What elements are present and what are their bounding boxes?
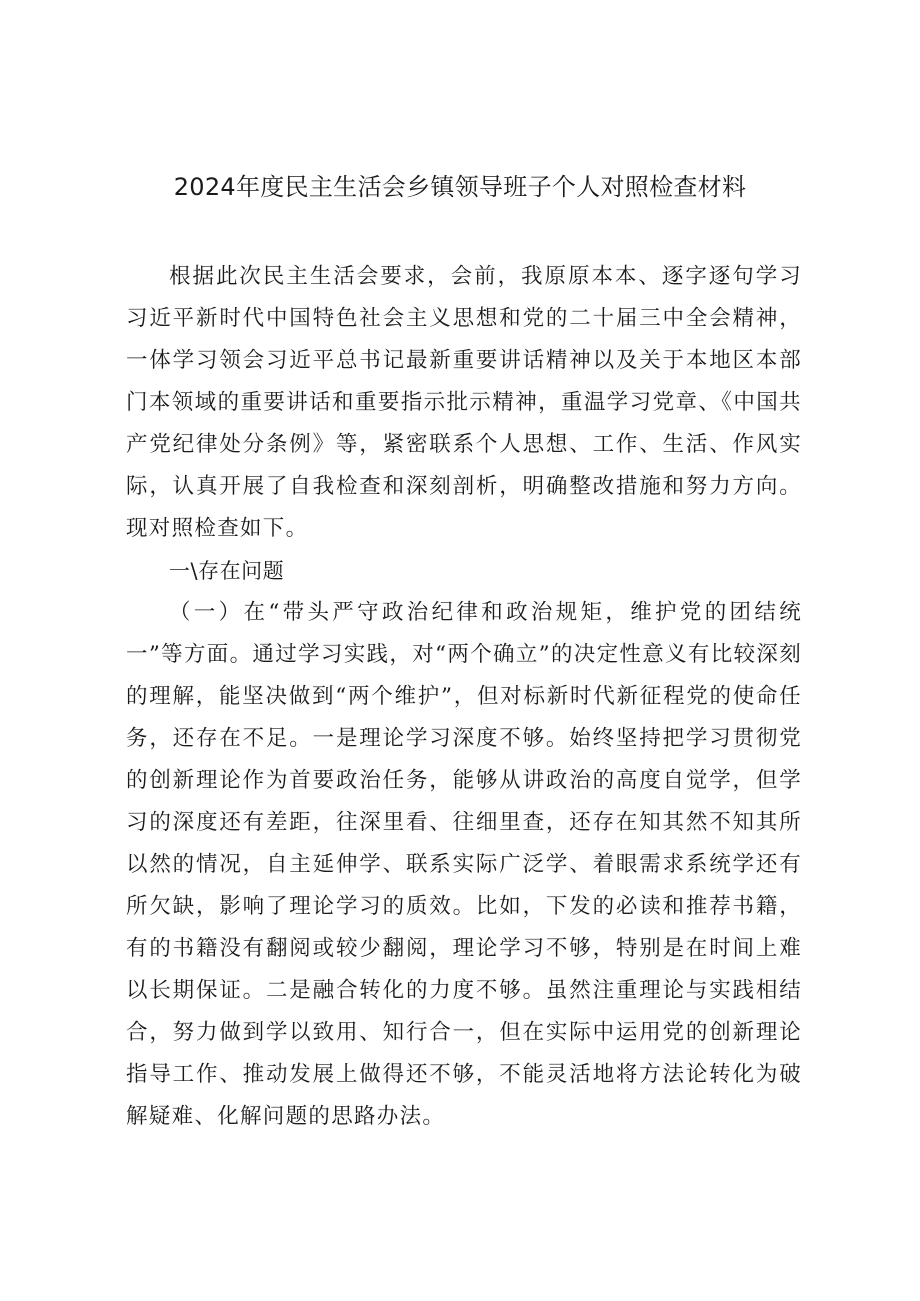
document-body xyxy=(126,256,802,1138)
intro-paragraph: 根据此次民主生活会要求，会前，我原原本本、逐字逐句学习习近平新时代中国特色社会主义思想和党的二十届三中全会精神，一体学习领会习近平总书记最新重要讲话精神以及关于本地区本部门本领域的重要讲话和重要指示批示精神，重温学习党章、《中国共产党纪律处分条例》等，紧密联系个人思想、工作、生活、作风实际，认真开展了自我检查和深刻剖析，明确整改措施和努力方向。现对照检查如下。 xyxy=(126,264,802,541)
section-heading-problems: 一\存在问题 xyxy=(169,559,285,583)
section-1-paragraph: （一）在“带头严守政治纪律和政治规矩，维护党的团结统一”等方面。通过学习实践，对“两个确立”的决定性意义有比较深刻的理解，能坚决做到“两个维护”，但对标新时代新征程党的使命任务，还存在不足。一是理论学习深度不够。始终坚持把学习贯彻党的创新理论作为首要政治任务，能够从讲政治的高度自觉学，但学习的深度还有差距，往深里看、往细里查，还存在知其然不知其所以然的情况，自主延伸学、联系实际广泛学、着眼需求系统学还有所欠缺，影响了理论学习的质效。比如，下发的必读和推荐书籍，有的书籍没有翻阅或较少翻阅，理论学习不够，特别是在时间上难以长期保证。二是融合转化的力度不够。虽然注重理论与实践相结合，努力做到学以致用、知行合一，但在实际中运用党的创新理论指导工作、推动发展上做得还不够，不能灵活地将方法论转化为破解疑难、化解问题的思路办法。 xyxy=(126,600,802,1129)
document-title: 2024年度民主生活会乡镇领导班子个人对照检查材料 xyxy=(173,173,747,201)
